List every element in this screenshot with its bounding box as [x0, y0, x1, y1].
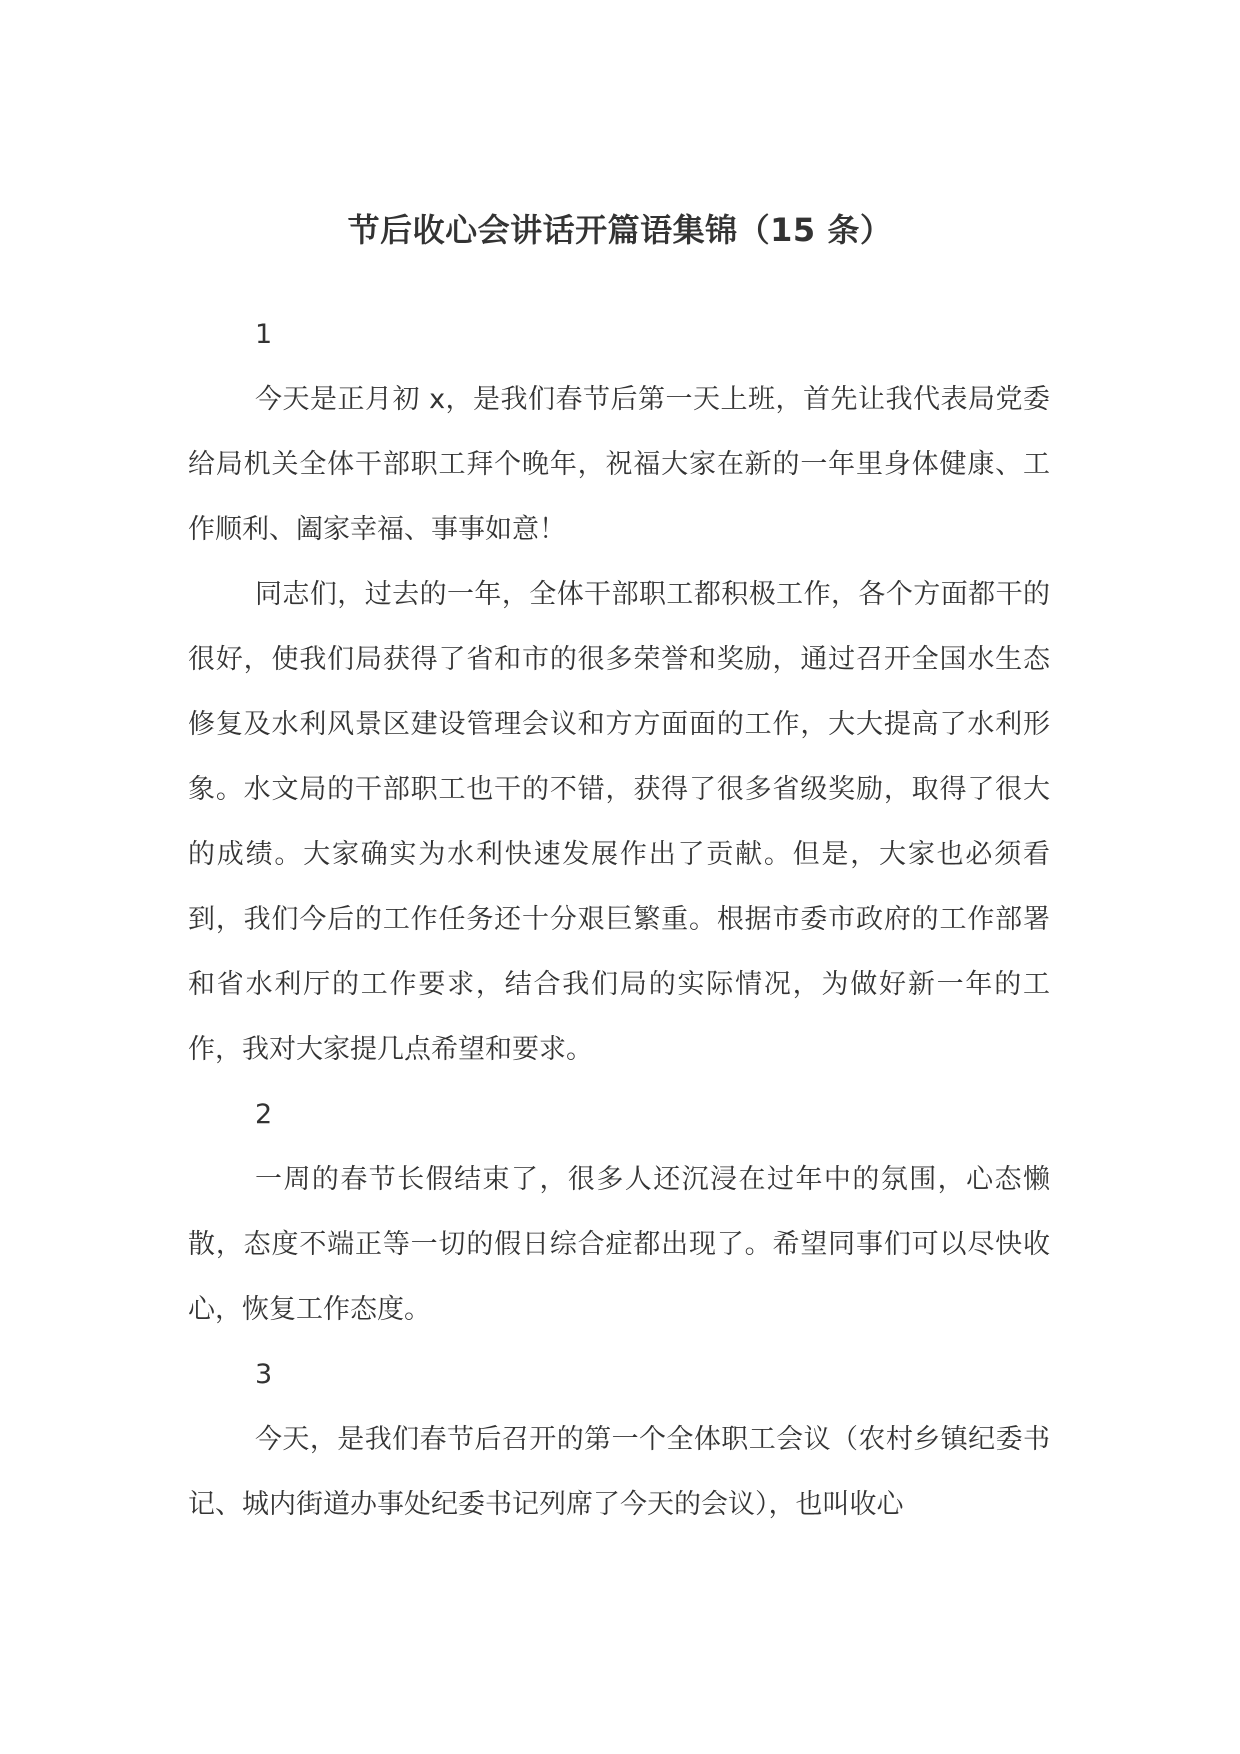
section-3-paragraph-1: 今天，是我们春节后召开的第一个全体职工会议（农村乡镇纪委书记、城内街道办事处纪委书记列席了今天的会议），也叫收心 [188, 1424, 1050, 1520]
section-number: 1 [255, 319, 273, 350]
document-body [188, 302, 1050, 1537]
section-2-paragraph-1: 一周的春节长假结束了，很多人还沉浸在过年中的氛围，心态懒散，态度不端正等一切的假日综合症都出现了。希望同事们可以尽快收心，恢复工作态度。 [188, 1164, 1050, 1325]
section-1-paragraph-1: 今天是正月初 x，是我们春节后第一天上班，首先让我代表局党委给局机关全体干部职工拜个晚年，祝福大家在新的一年里身体健康、工作顺利、阖家幸福、事事如意！ [188, 384, 1050, 545]
document-title: 节后收心会讲话开篇语集锦（15 条） [347, 211, 893, 249]
section-number: 3 [255, 1359, 273, 1390]
section-number: 2 [255, 1099, 273, 1130]
section-1-paragraph-2: 同志们，过去的一年，全体干部职工都积极工作，各个方面都干的很好，使我们局获得了省和市的很多荣誉和奖励，通过召开全国水生态修复及水利风景区建设管理会议和方方面面的工作，大大提高了水利形象。水文局的干部职工也干的不错，获得了很多省级奖励，取得了很大的成绩。大家确实为水利快速发展作出了贡献。但是，大家也必须看到，我们今后的工作任务还十分艰巨繁重。根据市委市政府的工作部署和省水利厅的工作要求，结合我们局的实际情况，为做好新一年的工作，我对大家提几点希望和要求。 [188, 579, 1050, 1065]
